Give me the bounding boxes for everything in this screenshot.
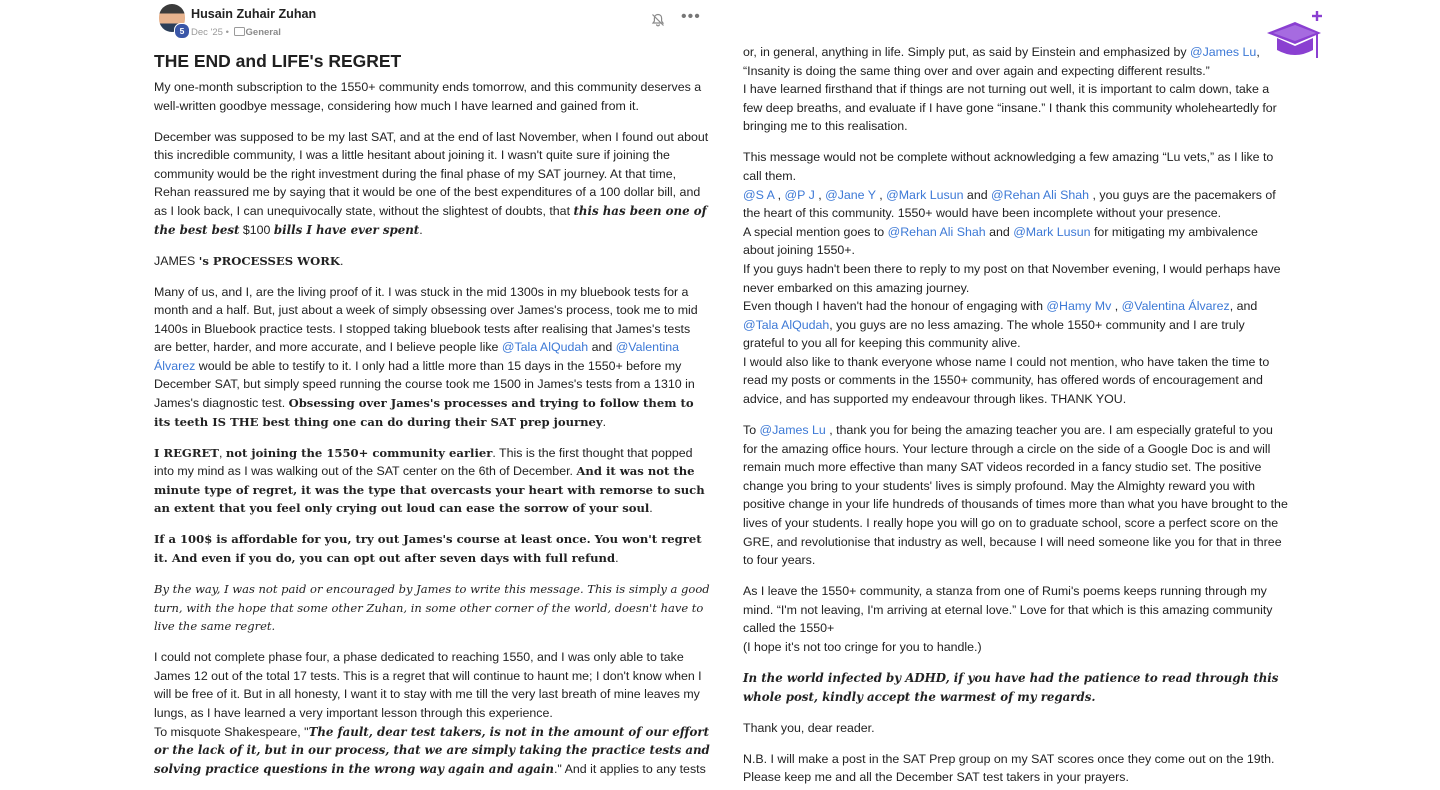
mention-link[interactable]: @Hamy Mv <box>1046 299 1112 314</box>
mention-link[interactable]: @Mark Lusun <box>886 187 964 202</box>
paragraph: A special mention goes to @Rehan Ali Shah and @Mark Lusun for mitigating my ambivalence about joining 1550+. <box>743 224 1258 258</box>
author-name[interactable]: Husain Zuhair Zuhan <box>191 7 317 21</box>
mention-link[interactable]: @Tala AlQudah <box>501 340 589 355</box>
mention-link[interactable]: @Tala AlQudah <box>743 317 830 332</box>
paragraph: If a 100$ is affordable for you, try out James's course at least once. You won't regret it. And even if you do, you can opt out after seven days with full refund. <box>154 532 702 566</box>
graduation-cap-plus-icon <box>1265 8 1325 60</box>
paragraph: (I hope it's not too cringe for you to handle.) <box>743 639 982 654</box>
mention-link[interactable]: @Rehan Ali Shah <box>991 187 1090 202</box>
more-icon[interactable]: ••• <box>681 8 701 25</box>
post-title: THE END and LIFE's REGRET <box>154 51 402 71</box>
mention-link[interactable]: @Jane Y <box>825 187 876 202</box>
post-header <box>154 0 710 44</box>
post-left-column <box>154 0 710 778</box>
paragraph: Even though I haven't had the honour of engaging with @Hamy Mv , @Valentina Álvarez, and @Tala AlQudah, you guys are no less amazing. The whole 1550+ community and I are truly grateful to you all for keeping this community alive. <box>743 299 1258 351</box>
paragraph: or, in general, anything in life. Simply put, as said by Einstein and emphasized by @James Lu, “Insanity is doing the same thing over and over again and expecting different results.” <box>743 45 1260 78</box>
paragraph: Thank you, dear reader. <box>743 720 875 735</box>
post-category[interactable]: General <box>245 27 281 38</box>
mention-link[interactable]: @S A <box>743 187 775 202</box>
paragraph: I would also like to thank everyone whose name I could not mention, who have taken the time to read my posts or comments in the 1550+ community, has offered words of encouragement and advice, and has supported my endeavour through likes. THANK YOU. <box>743 354 1270 407</box>
paragraph: December was supposed to be my last SAT, and at the end of last November, when I found out about this incredible community, I was a little hesitant about joining it. I wasn't quite sure if joining the community would be the right investment during the final phase of my SAT journey. At that time, Rehan reassured me by saying that it would be one of the best expenditures of a 100 dollar bill, and as I look back, I can unequivocally state, without the slightest of doubts, that this has been one of the best best $100 bills I have ever spent. <box>154 129 709 237</box>
mention-link[interactable]: @James Lu <box>1190 45 1257 59</box>
chat-icon <box>234 27 245 36</box>
post-right-column <box>743 43 1288 787</box>
level-badge: 5 <box>174 23 190 39</box>
paragraph: Many of us, and I, are the living proof of it. I was stuck in the mid 1300s in my bluebook tests for a month and a half. But, just about a week of simply obsessing over James's process, took me to mid 1400s in Bluebook practice tests. I stopped taking bluebook tests after realising that James's tests are better, harder, and more accurate, and I believe people like @Tala AlQudah and @Valentina Álvarez would be able to testify to it. I only had a little more than 15 days in the 1550+ before my December SAT, but simply speed running the course took me 1500 in James's tests from a 1310 in James's diagnostic test. Obsessing over James's processes and trying to follow them to its teeth IS THE best thing one can do during their SAT prep journey. <box>154 284 698 429</box>
paragraph: To misquote Shakespeare, "The fault, dear test takers, is not in the amount of our effort or the lack of it, but in our process, that we are simply taking the practice tests and solving practice questions in the wrong way again and again." And it applies to any tests <box>154 724 710 776</box>
paragraph: N.B. I will make a post in the SAT Prep group on my SAT scores once they come out on the 19th. Please keep me and all the December SAT test takers in your prayers. <box>743 751 1275 785</box>
paragraph: As I leave the 1550+ community, a stanza from one of Rumi's poems keeps running through my mind. “I'm not leaving, I'm arriving at eternal love.” Love for that which is this amazing community called the 1550+ <box>743 584 1273 636</box>
mention-link[interactable]: @P J <box>784 187 815 202</box>
post-meta <box>191 24 281 43</box>
paragraph: I have learned firsthand that if things are not turning out well, it is important to calm down, take a few deep breaths, and evaluate if I have gone “insane.” I thank this community wholeheartedly for bringing me to this realisation. <box>743 82 1277 134</box>
paragraph: If you guys hadn't been there to reply to my post on that November evening, I would perhaps have never embarked on this amazing journey. <box>743 261 1281 295</box>
paragraph: @S A , @P J , @Jane Y , @Mark Lusun and @Rehan Ali Shah , you guys are the pacemakers of the heart of this community. 1550+ would have been incomplete without your presence. <box>743 187 1276 221</box>
mention-link[interactable]: @Mark Lusun <box>1013 224 1091 239</box>
mention-link[interactable]: @Rehan Ali Shah <box>887 224 986 239</box>
post-date: Dec '25 <box>191 27 223 38</box>
paragraph: I could not complete phase four, a phase dedicated to reaching 1550, and I was only able to take James 12 out of the total 17 tests. This is a regret that will continue to haunt me; I don't know when I will be free of it. But in all honesty, I want it to stay with me till the very last breath of mine leaves my lungs, as I have learned a very important lesson through this experience. <box>154 650 702 720</box>
paragraph: In the world infected by ADHD, if you have had the patience to read through this whole post, kindly accept the warmest of my regards. <box>743 670 1279 704</box>
mention-link[interactable]: @James Lu <box>759 423 826 438</box>
paragraph: This message would not be complete without acknowledging a few amazing “Lu vets,” as I like to call them. <box>743 150 1274 183</box>
paragraph: To @James Lu , thank you for being the amazing teacher you are. I am especially grateful to you for the amazing office hours. Your lecture through a circle on the side of a Google Doc is and will remain much more effective than many SAT videos recorded in a fancy studio set. The positive change you bring to your students' lives is simply profound. May the Almighty reward you with positive change in your life hundreds of thousands of times more than what you have brought to the lives of your students. I really hope you will go on to graduate school, score a perfect score on the GRE, and revolutionise that industry as well, because I will need someone like you for that in three to four years. <box>743 423 1288 568</box>
paragraph: By the way, I was not paid or encouraged by James to write this message. This is simply a good turn, with the hope that some other Zuhan, in some other corner of the world, doesn't have to live the same regret. <box>154 582 710 634</box>
mention-link[interactable]: @Valentina Álvarez <box>154 340 680 373</box>
paragraph: I REGRET, not joining the 1550+ community earlier. This is the first thought that popped into my mind as I was walking out of the SAT center on the 6th of December. And it was not the minute type of regret, it was the type that overcasts your heart with remorse to such an extent that you feel only crying out loud can ease the sorrow of your soul. <box>154 445 705 516</box>
paragraph: My one-month subscription to the 1550+ community ends tomorrow, and this community deserves a well-written goodbye message, considering how much I have learned and gained from it. <box>154 80 702 113</box>
meta-separator: • <box>225 27 229 38</box>
mention-link[interactable]: @Valentina Álvarez <box>1121 299 1230 314</box>
paragraph: JAMES 's PROCESSES WORK. <box>154 253 344 268</box>
bell-off-icon[interactable] <box>650 12 666 28</box>
